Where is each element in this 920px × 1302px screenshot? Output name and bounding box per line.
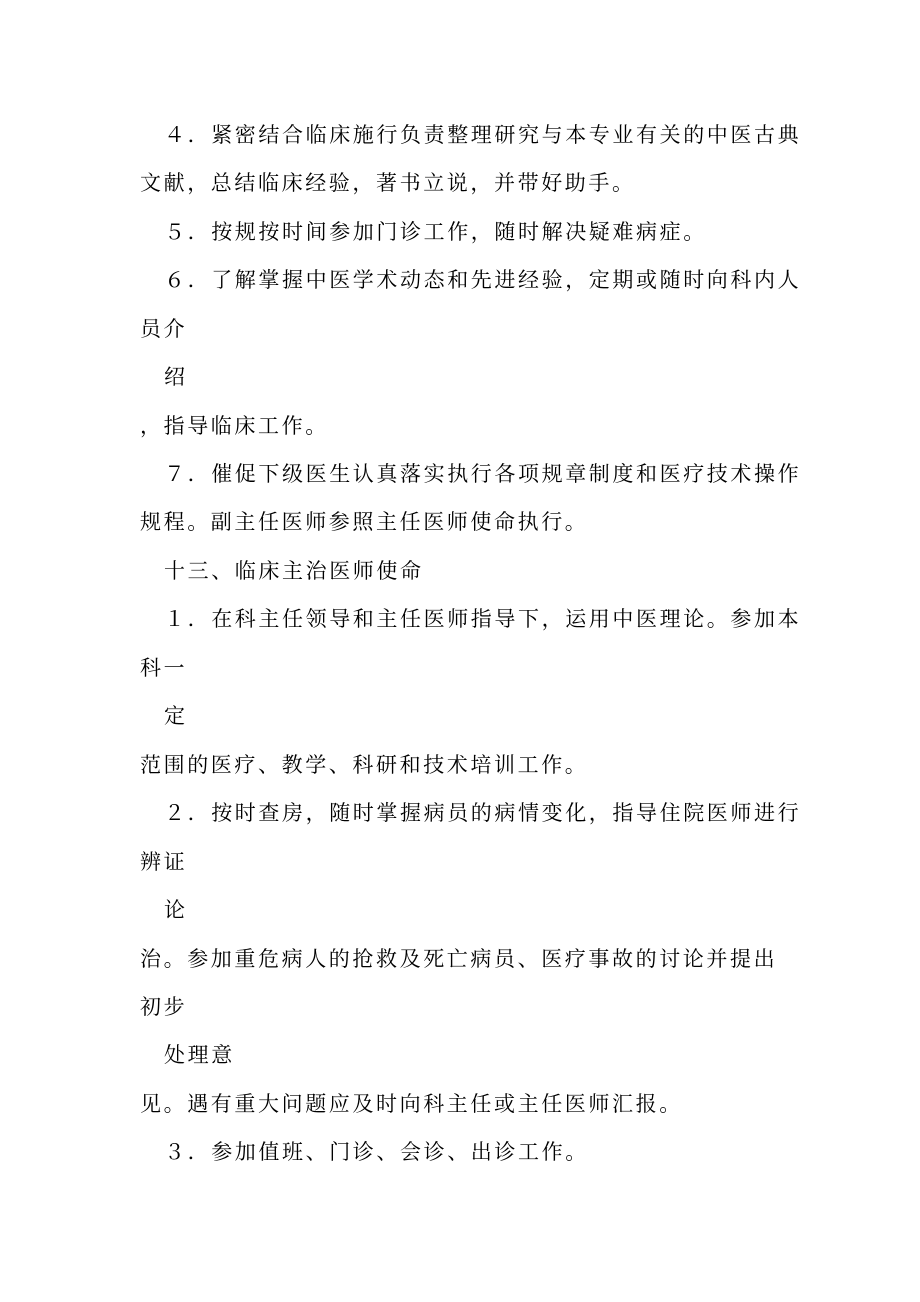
text-line: 处理意 [164,1043,235,1067]
text-line: 文献，总结临床经验，著书立说，并带好助手。 [140,171,636,195]
text-line: ３．参加值班、门诊、会诊、出诊工作。 [164,1140,589,1164]
text-line: ７．催促下级医生认真落实执行各项规章制度和医疗技术操作 [164,462,802,486]
text-line: ６．了解掌握中医学术动态和先进经验，定期或随时向科内人 [164,268,802,292]
text-line: ２．按时查房，随时掌握病员的病情变化，指导住院医师进行 [164,801,802,825]
text-line: 员介 [140,317,188,341]
text-line: 初步 [140,995,188,1019]
section-heading: 十三、临床主治医师使命 [164,559,424,583]
text-line: 治。参加重危病人的抢救及死亡病员、医疗事故的讨论并提出 [140,947,778,971]
text-line: 范围的医疗、教学、科研和技术培训工作。 [140,753,589,777]
text-line: 科一 [140,656,188,680]
text-line: 见。遇有重大问题应及时向科主任或主任医师汇报。 [140,1092,683,1116]
text-line: １．在科主任领导和主任医师指导下，运用中医理论。参加本 [164,607,802,631]
text-line: ５．按规按时间参加门诊工作，随时解决疑难病症。 [164,220,707,244]
text-line: ４．紧密结合临床施行负责整理研究与本专业有关的中医古典 [164,123,802,147]
text-line: 辨证 [140,850,188,874]
text-line: 定 [164,704,188,728]
text-line: ，指导临床工作。 [140,414,329,438]
text-line: 论 [164,898,188,922]
text-line: 规程。副主任医师参照主任医师使命执行。 [140,510,589,534]
text-line: 绍 [164,365,188,389]
